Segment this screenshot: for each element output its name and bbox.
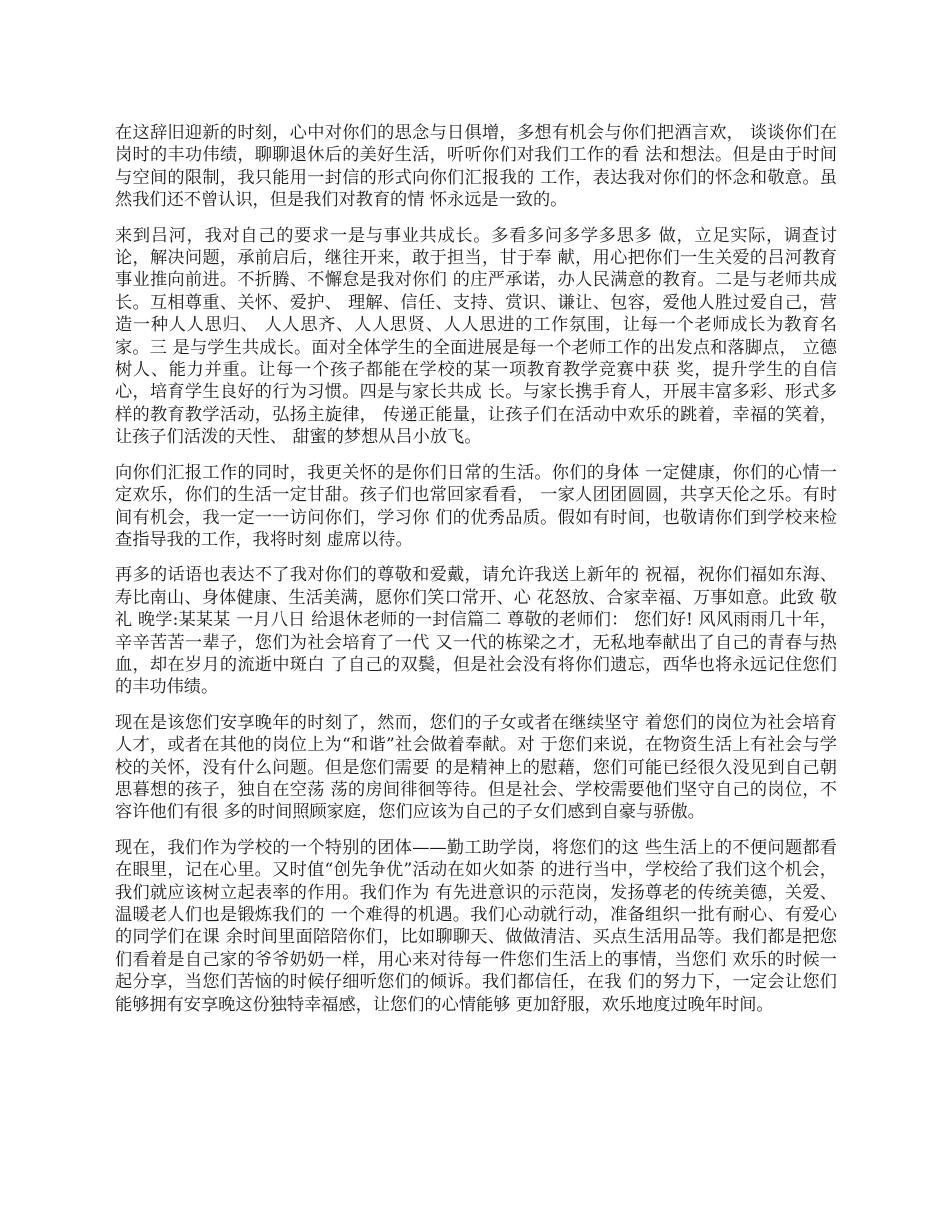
paragraph-4: 再多的话语也表达不了我对你们的尊敬和爱戴，请允许我送上新年的 祝福，祝你们福如东海、寿比南山、身体健康、生活美满，愿你们笑口常开、心 花怒放、合家幸福、万事如意。此致 敬礼 晚学:某某某 一月八日 给退休老师的一封信篇二 尊敬的老师们： 您们好! 风风雨雨几十年，辛辛苦苦一辈子，您们为社会培育了一代 又一代的栋梁之才，无私地奉献出了自己的青春与热血，却在岁月的流逝中斑白 了自己的双鬓，但是社会没有将你们遗忘，西华也将永远记住您们的丰功伟绩。 (115, 565, 837, 698)
paragraph-5: 现在是该您们安享晚年的时刻了，然而，您们的子女或者在继续坚守 着您们的岗位为社会培育人才，或者在其他的岗位上为“和谐”社会做着奉献。对 于您们来说，在物资生活上有社会与学校的关怀，没有什么问题。但是您们需要 的是精神上的慰藉，您们可能已经很久没见到自己朝思暮想的孩子，独自在空荡 荡的房间徘徊等待。但是社会、学校需要他们坚守自己的岗位，不容许他们有很 多的时间照顾家庭，您们应该为自己的子女们感到自豪与骄傲。 (115, 712, 837, 823)
paragraph-1: 在这辞旧迎新的时刻，心中对你们的思念与日俱增，多想有机会与你们把酒言欢， 谈谈你们在岗时的丰功伟绩，聊聊退休后的美好生活，听听你们对我们工作的看 法和想法。但是由于时间与空间的限制，我只能用一封信的形式向你们汇报我的 工作，表达我对你们的怀念和敬意。虽然我们还不曾认识，但是我们对教育的情 怀永远是一致的。 (115, 123, 837, 211)
letter-body (115, 122, 837, 1029)
paragraph-6: 现在，我们作为学校的一个特别的团体——勤工助学岗，将您们的这 些生活上的不便问题都看在眼里，记在心里。又时值“创先争优”活动在如火如荼 的进行当中，学校给了我们这个机会，我们就应该树立起表率的作用。我们作为 有先进意识的示范岗，发扬尊老的传统美德，关爱、温暖老人们也是锻炼我们的 一个难得的机遇。我们心动就行动，准备组织一批有耐心、有爱心的同学们在课 余时间里面陪陪你们，比如聊聊天、做做清洁、买点生活用品等。我们都是把您 们看着是自己家的爷爷奶奶一样，用心来对待每一件您们生活上的事情，当您们 欢乐的时候一起分享，当您们苦恼的时候仔细听您们的倾诉。我们都信任，在我 们的努力下，一定会让您们能够拥有安享晚这份独特幸福感，让您们的心情能够 更加舒服，欢乐地度过晚年时间。 (115, 837, 837, 1015)
paragraph-2: 来到吕河，我对自己的要求一是与事业共成长。多看多问多学多思多 做，立足实际，调查讨论，解决问题，承前启后，继往开来，敢于担当，甘于奉 献，用心把你们一生关爱的吕河教育事业推向前进。不折腾、不懈怠是我对你们 的庄严承诺，办人民满意的教育。二是与老师共成长。互相尊重、关怀、爱护、 理解、信任、支持、赏识、谦让、包容，爱他人胜过爱自己，营造一种人人思归、 人人思齐、人人思贤、人人思进的工作氛围，让每一个老师成长为教育名家。三 是与学生共成长。面对全体学生的全面进展是每一个老师工作的出发点和落脚点， 立德树人、能力并重。让每一个孩子都能在学校的某一项教育教学竞赛中获 奖，提升学生的自信心，培育学生良好的行为习惯。四是与家长共成 长。与家长携手育人，开展丰富多彩、形式多样的教育教学活动，弘扬主旋律， 传递正能量，让孩子们在活动中欢乐的跳着，幸福的笑着，让孩子们活泼的天性、 甜蜜的梦想从吕小放飞。 (115, 225, 837, 448)
paragraph-3: 向你们汇报工作的同时，我更关怀的是你们日常的生活。你们的身体 一定健康，你们的心情一定欢乐，你们的生活一定甘甜。孩子们也常回家看看， 一家人团团圆圆，共享天伦之乐。有时间有机会，我一定一一访问你们，学习你 们的优秀品质。假如有时间，也敬请你们到学校来检查指导我的工作，我将时刻 虚席以待。 (115, 462, 837, 550)
